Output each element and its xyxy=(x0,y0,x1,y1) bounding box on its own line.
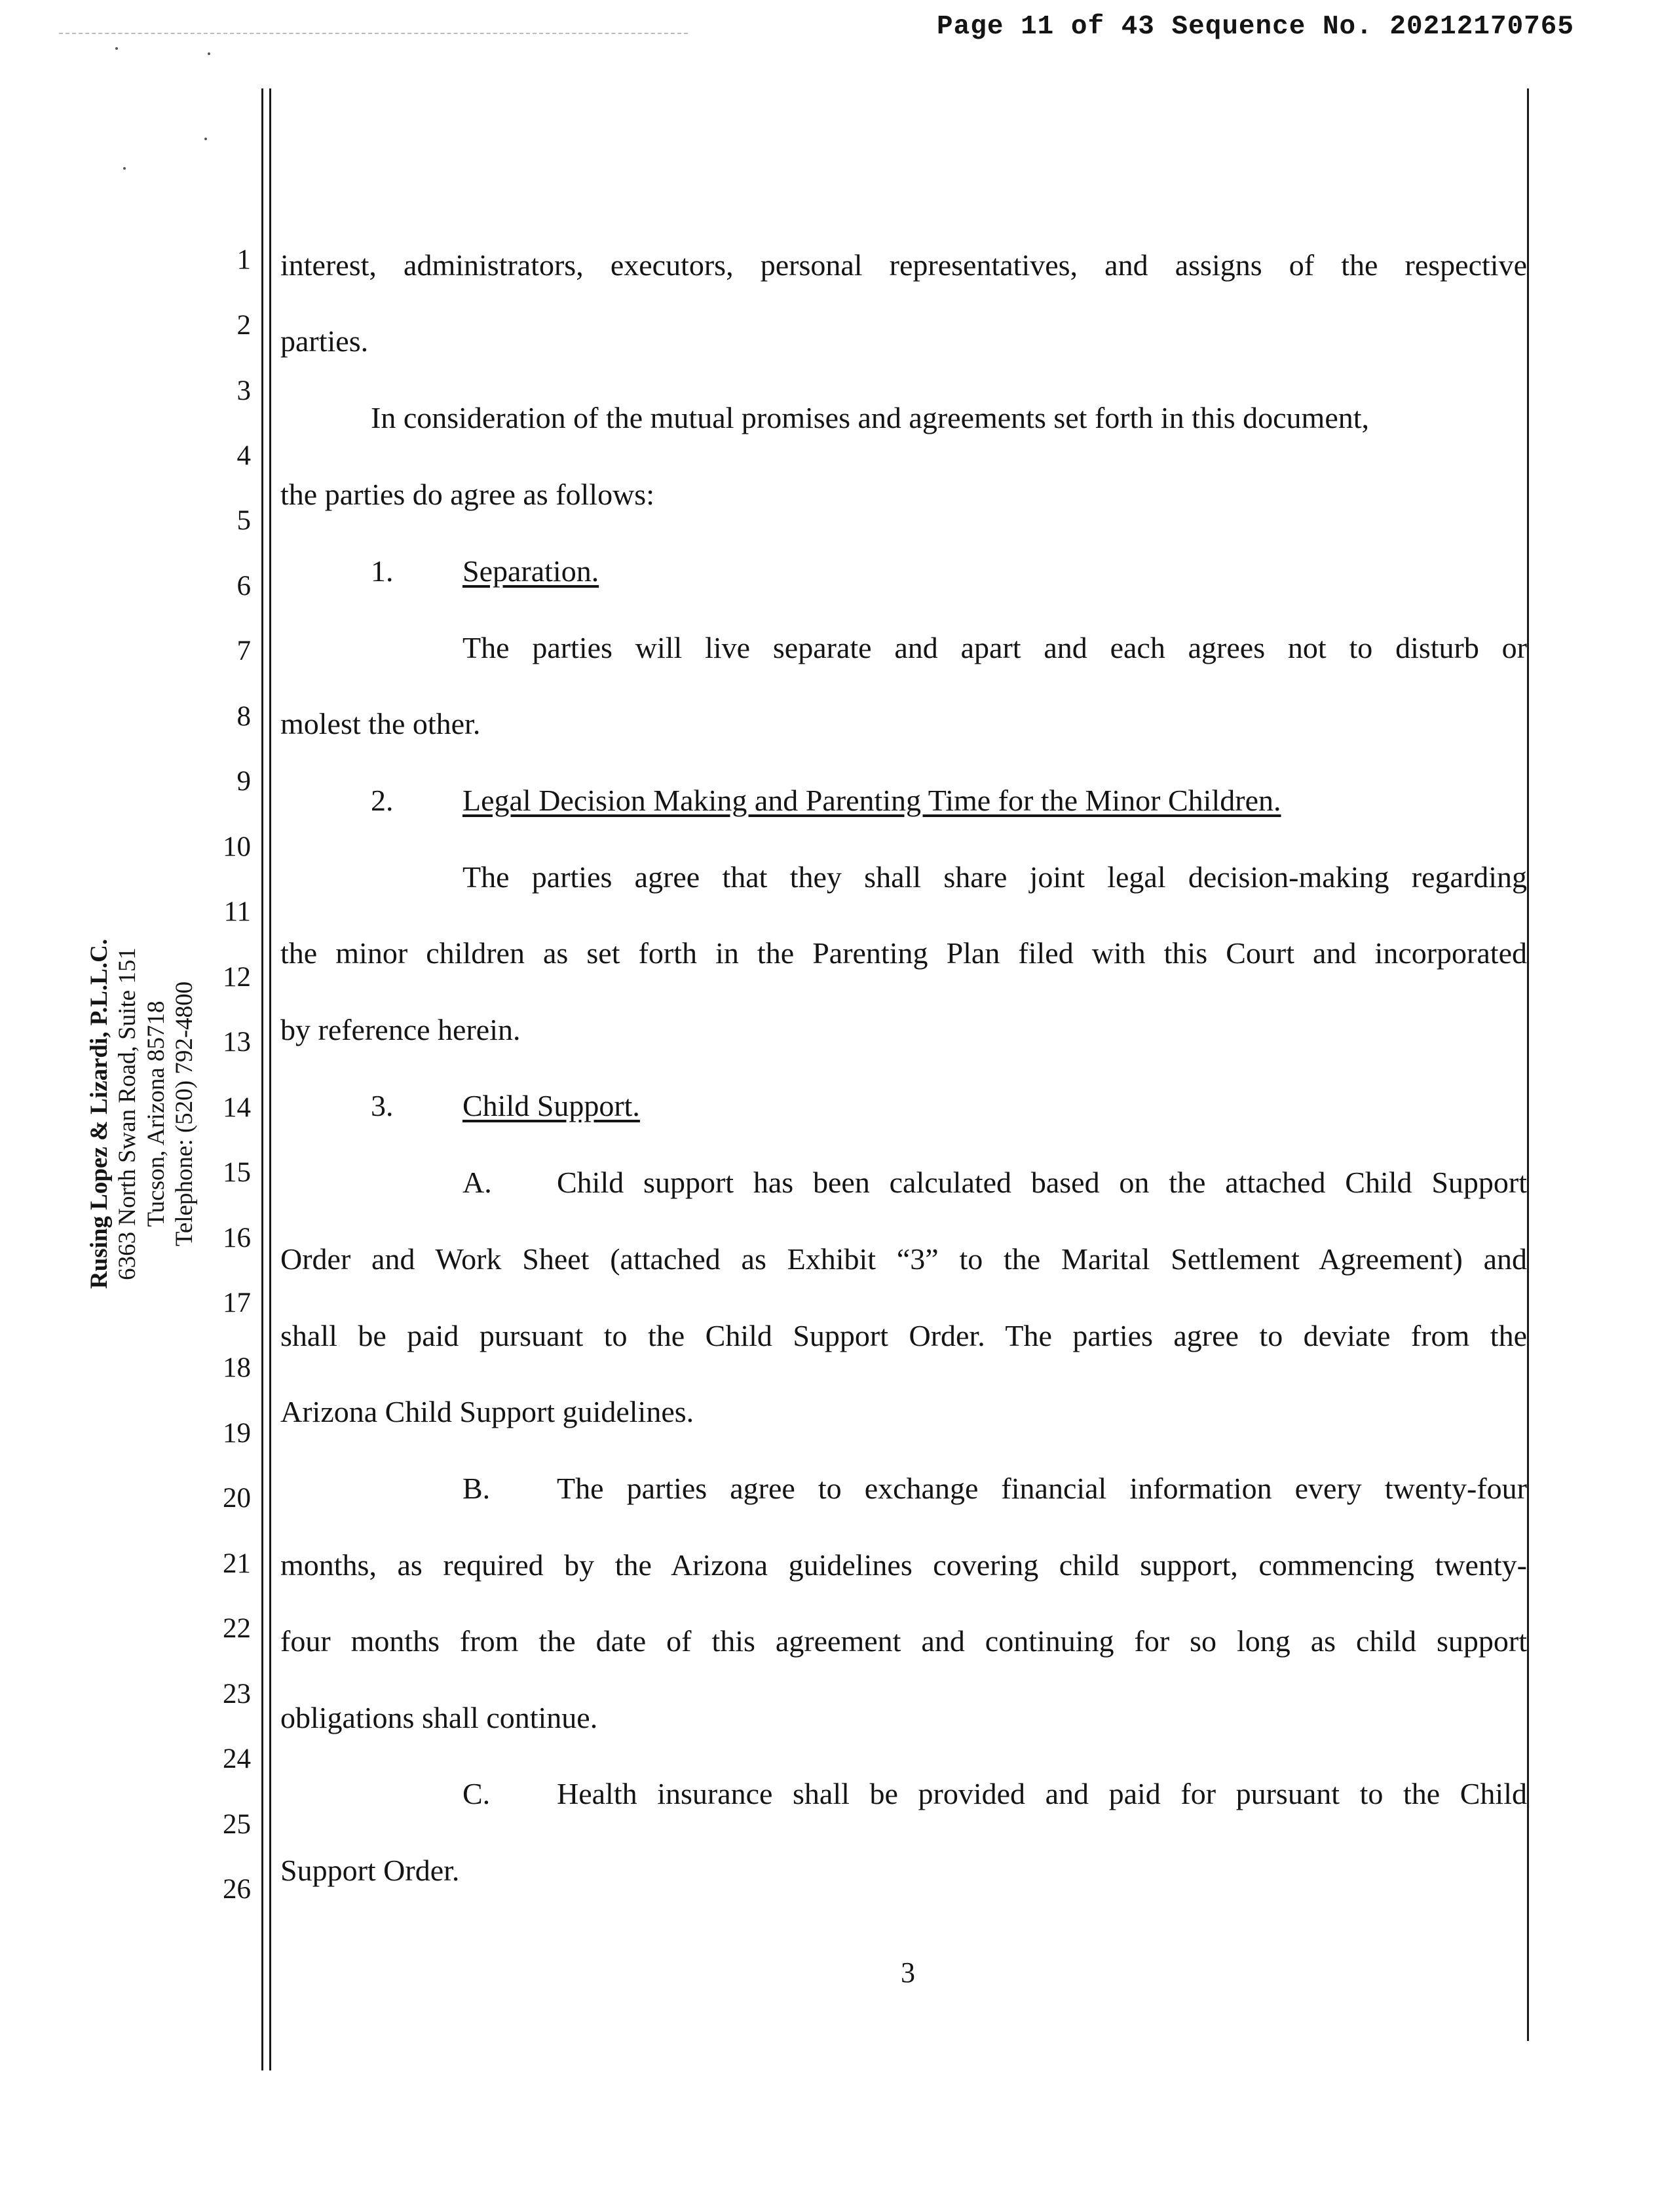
line-number: 5 xyxy=(236,505,251,536)
line-number: 4 xyxy=(236,440,251,471)
line-number: 12 xyxy=(223,962,251,993)
line-number: 19 xyxy=(223,1418,251,1449)
section-title: Legal Decision Making and Parenting Time for the Minor Children. xyxy=(462,784,1281,817)
line-number: 6 xyxy=(236,571,251,601)
line-number: 10 xyxy=(223,831,251,862)
body-line: Arizona Child Support guidelines. xyxy=(280,1395,694,1428)
section-title: Separation. xyxy=(462,554,599,588)
page-number: 3 xyxy=(901,1956,915,1989)
scan-speck xyxy=(123,167,126,170)
body-line: Order and Work Sheet (attached as Exhibit “3” to the Marital Settlement Agreement) and xyxy=(280,1242,1527,1276)
scan-artifact-line xyxy=(59,33,688,34)
body-line: obligations shall continue. xyxy=(280,1701,598,1734)
firm-address: 6363 North Swan Road, Suite 151 xyxy=(114,947,141,1280)
line-number: 16 xyxy=(223,1223,251,1253)
body-line: the parties do agree as follows: xyxy=(280,478,654,511)
body-line: shall be paid pursuant to the Child Support Order. The parties agree to deviate from the xyxy=(280,1319,1527,1352)
law-firm-block xyxy=(85,927,198,1301)
firm-phone: Telephone: (520) 792-4800 xyxy=(170,981,198,1247)
section-number: 3. xyxy=(371,1089,394,1122)
line-number: 17 xyxy=(223,1287,251,1318)
subsection-label: C. xyxy=(462,1777,491,1810)
line-number: 14 xyxy=(223,1092,251,1123)
page-header: Page 11 of 43 Sequence No. 20212170765 xyxy=(937,12,1574,42)
body-line: months, as required by the Arizona guidelines covering child support, commencing twenty- xyxy=(280,1548,1527,1582)
line-number: 23 xyxy=(223,1679,251,1709)
body-line: four months from the date of this agreement and continuing for so long as child support xyxy=(280,1624,1527,1658)
body-line: by reference herein. xyxy=(280,1013,521,1046)
line-number: 11 xyxy=(223,896,251,927)
line-number: 7 xyxy=(236,636,251,666)
body-line: interest, administrators, executors, personal representatives, and assigns of the respective xyxy=(280,248,1527,282)
body-line: The parties will live separate and apart and each agrees not to disturb or xyxy=(462,631,1527,664)
line-number: 8 xyxy=(236,701,251,732)
firm-name: Rusing Lopez & Lizardi, P.L.L.C. xyxy=(86,938,113,1289)
subsection-label: B. xyxy=(462,1472,491,1505)
body-line: the minor children as set forth in the Parenting Plan filed with this Court and incorporated xyxy=(280,936,1527,970)
scan-speck xyxy=(115,47,118,50)
line-number: 21 xyxy=(223,1548,251,1579)
left-margin-rule xyxy=(261,88,263,2070)
scan-speck xyxy=(208,52,210,55)
scan-speck xyxy=(204,138,207,140)
firm-city: Tucson, Arizona 85718 xyxy=(142,1001,170,1227)
line-number: 22 xyxy=(223,1613,251,1644)
line-number: 26 xyxy=(223,1874,251,1905)
body-line: Health insurance shall be provided and paid for pursuant to the Child xyxy=(557,1777,1527,1810)
line-number: 25 xyxy=(223,1809,251,1840)
left-margin-rule-inner xyxy=(269,88,271,2070)
section-number: 2. xyxy=(371,784,394,817)
body-line: parties. xyxy=(280,324,369,358)
body-line: molest the other. xyxy=(280,707,481,740)
section-number: 1. xyxy=(371,554,394,588)
body-line: The parties agree that they shall share joint legal decision-making regarding xyxy=(462,860,1527,894)
subsection-label: A. xyxy=(462,1166,492,1199)
line-number: 3 xyxy=(236,375,251,406)
body-line: Child support has been calculated based on the attached Child Support xyxy=(557,1166,1527,1199)
body-line: The parties agree to exchange financial information every twenty-four xyxy=(557,1472,1527,1505)
section-title: Child Support. xyxy=(462,1089,640,1122)
body-line: Support Order. xyxy=(280,1854,460,1887)
line-number: 13 xyxy=(223,1027,251,1058)
line-number: 20 xyxy=(223,1483,251,1514)
line-number: 2 xyxy=(236,310,251,341)
line-number: 18 xyxy=(223,1352,251,1383)
body-line: In consideration of the mutual promises and agreements set forth in this document, xyxy=(371,401,1370,434)
line-number: 1 xyxy=(236,244,251,275)
line-number: 9 xyxy=(236,766,251,797)
line-number: 15 xyxy=(223,1157,251,1188)
line-number: 24 xyxy=(223,1744,251,1774)
right-margin-rule xyxy=(1527,88,1529,2041)
